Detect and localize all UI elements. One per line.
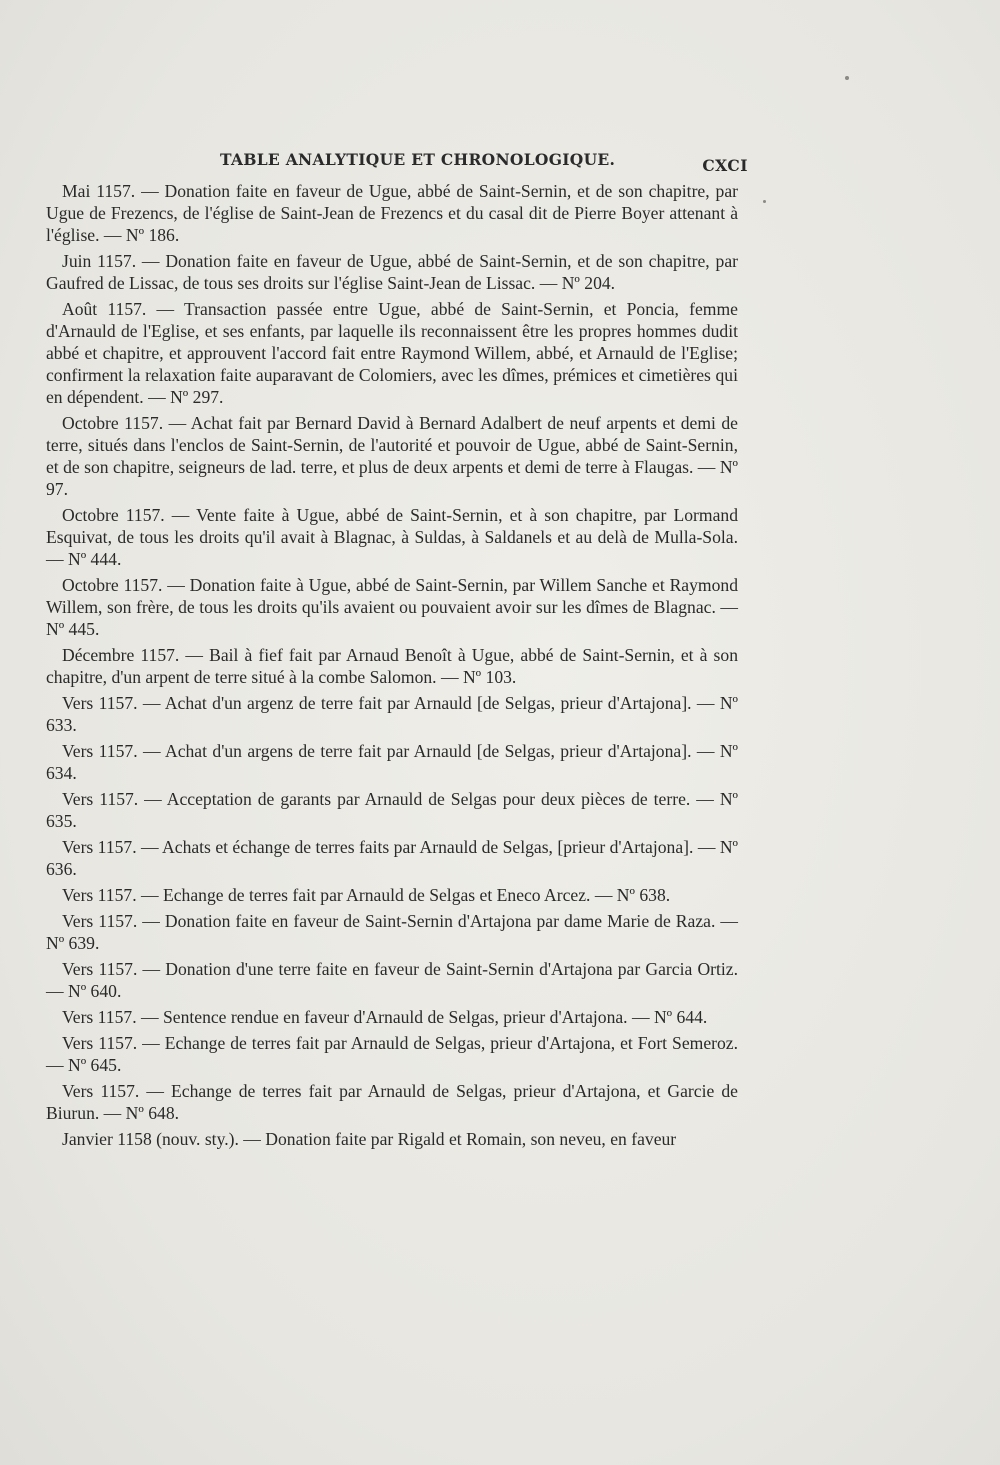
entry-october-1157-a: Octobre 1157. — Achat fait par Bernard David à Bernard Adalbert de neuf arpents et demi de terre, situés dans l'enclos de Saint-Sernin, de l'autorité et pouvoir de Ugue, abbé de Saint-Sernin, et de son chapitre, seigneurs de lad. terre, et plus de deux arpents et demi de terre à Flaugas. — Nº 97. [46, 413, 738, 499]
entry-may-1157: Mai 1157. — Donation faite en faveur de Ugue, abbé de Saint-Sernin, et de son chapitre, par Ugue de Frezencs, de l'église de Saint-Jean de Frezencs et du casal dit de Pierre Boyer attenant à l'église. — Nº 186. [46, 181, 738, 245]
folio-number: CXCI [702, 156, 748, 175]
entry-vers-1157-640: Vers 1157. — Donation d'une terre faite en faveur de Saint-Sernin d'Artajona par Garcia Ortiz. — Nº 640. [46, 959, 738, 1001]
entry-vers-1157-648: Vers 1157. — Echange de terres fait par Arnauld de Selgas, prieur d'Artajona, et Garcie de Biurun. — Nº 648. [46, 1081, 738, 1123]
entry-vers-1157-635: Vers 1157. — Acceptation de garants par Arnauld de Selgas pour deux pièces de terre. — Nº 635. [46, 789, 738, 831]
entry-august-1157: Août 1157. — Transaction passée entre Ugue, abbé de Saint-Sernin, et Poncia, femme d'Arnauld de l'Eglise, et ses enfants, par laquelle ils reconnaissent être les propres hommes dudit abbé et chapitre, et approuvent l'accord fait entre Raymond Willem, abbé, et Arnauld de l'Eglise; confirment la relaxation faite auparavant de Colomiers, avec les dîmes, prémices et cimetières qui en dépendent. — Nº 297. [46, 299, 738, 407]
entry-december-1157: Décembre 1157. — Bail à fief fait par Arnaud Benoît à Ugue, abbé de Saint-Sernin, et à son chapitre, d'un arpent de terre situé à la combe Salomon. — Nº 103. [46, 645, 738, 687]
page-header [60, 146, 750, 176]
entry-vers-1157-633: Vers 1157. — Achat d'un argenz de terre fait par Arnauld [de Selgas, prieur d'Artajona]. — Nº 633. [46, 693, 738, 735]
entry-june-1157: Juin 1157. — Donation faite en faveur de Ugue, abbé de Saint-Sernin, et de son chapitre, par Gaufred de Lissac, de tous ses droits sur l'église Saint-Jean de Lissac. — Nº 204. [46, 251, 738, 293]
entry-list [46, 180, 738, 1154]
paper-speck [763, 200, 766, 203]
entry-october-1157-c: Octobre 1157. — Donation faite à Ugue, abbé de Saint-Sernin, par Willem Sanche et Raymond Willem, son frère, de tous les droits qu'ils avaient ou pouvaient avoir sur les dîmes de Blagnac. — Nº 445. [46, 575, 738, 639]
entry-october-1157-b: Octobre 1157. — Vente faite à Ugue, abbé de Saint-Sernin, et à son chapitre, par Lormand Esquivat, de tous les droits qu'il avait à Blagnac, à Suldas, à Saldanels et au delà de Mulla-Sola. — Nº 444. [46, 505, 738, 569]
entry-vers-1157-638: Vers 1157. — Echange de terres fait par Arnauld de Selgas et Eneco Arcez. — Nº 638. [62, 885, 671, 905]
entry-vers-1157-639: Vers 1157. — Donation faite en faveur de Saint-Sernin d'Artajona par dame Marie de Raza. — Nº 639. [46, 911, 738, 953]
running-title: TABLE ANALYTIQUE ET CHRONOLOGIQUE. [220, 150, 616, 169]
paper-speck [845, 76, 849, 80]
entry-vers-1157-636: Vers 1157. — Achats et échange de terres faits par Arnauld de Selgas, [prieur d'Artajona]. — Nº 636. [46, 837, 738, 879]
entry-vers-1157-645: Vers 1157. — Echange de terres fait par Arnauld de Selgas, prieur d'Artajona, et Fort Semeroz. — Nº 645. [46, 1033, 738, 1075]
entry-january-1158: Janvier 1158 (nouv. sty.). — Donation faite par Rigald et Romain, son neveu, en faveur [62, 1129, 677, 1149]
entry-vers-1157-634: Vers 1157. — Achat d'un argens de terre fait par Arnauld [de Selgas, prieur d'Artajona]. — Nº 634. [46, 741, 738, 783]
entry-vers-1157-644: Vers 1157. — Sentence rendue en faveur d'Arnauld de Selgas, prieur d'Artajona. — Nº 644. [62, 1007, 708, 1027]
